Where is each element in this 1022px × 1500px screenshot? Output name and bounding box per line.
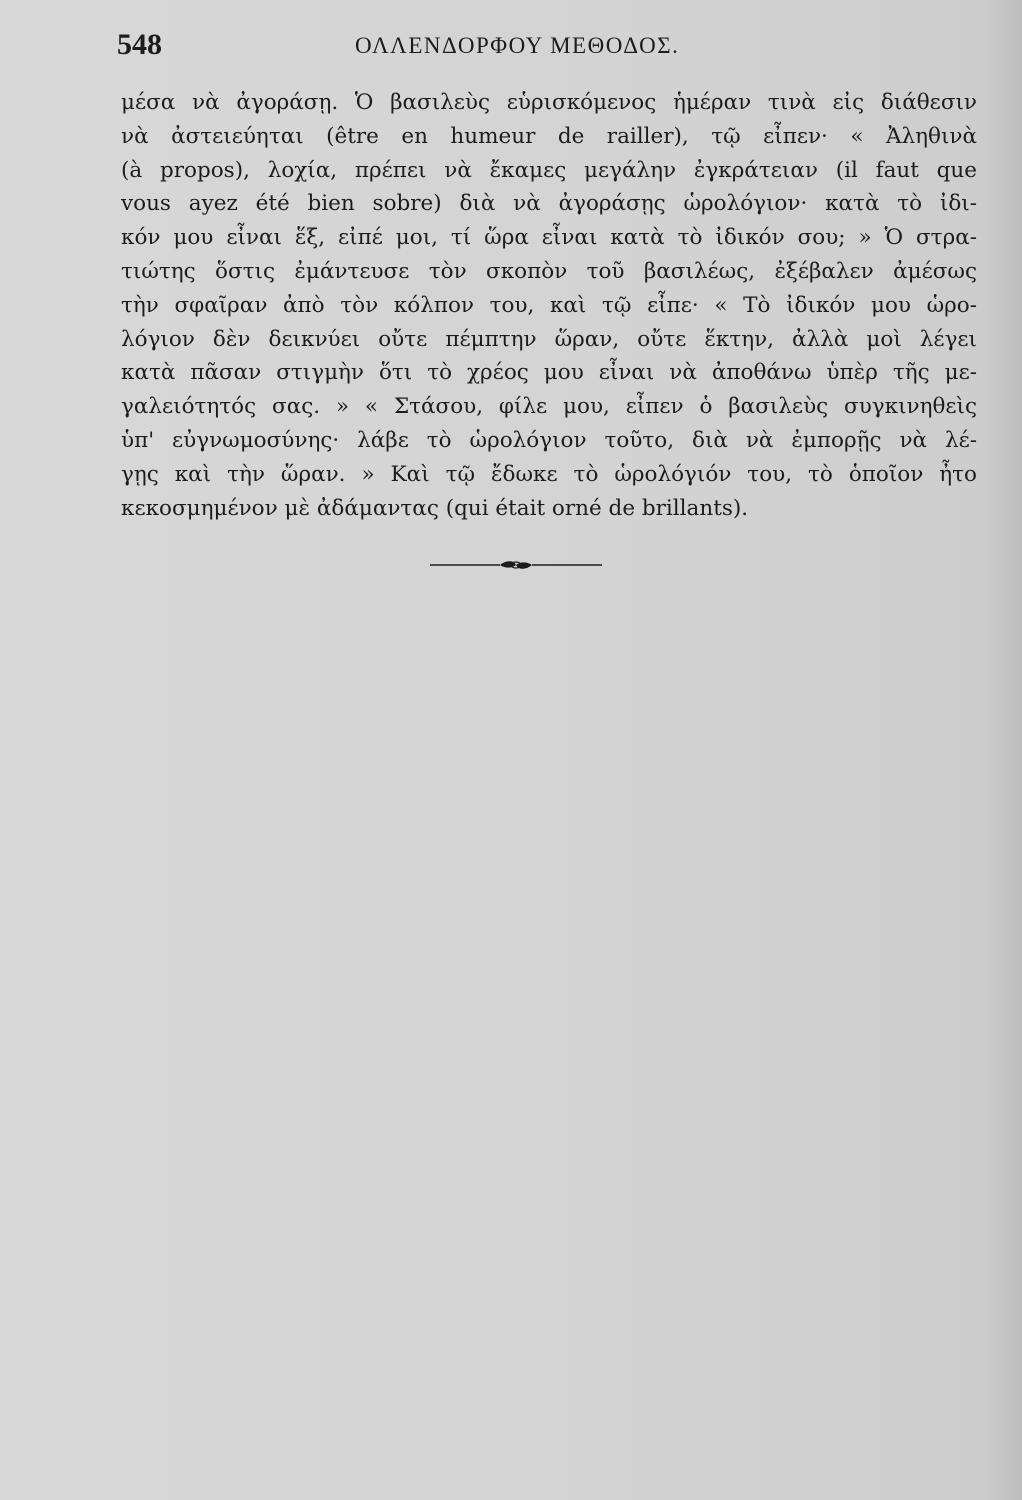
section-end-flourish-icon xyxy=(430,555,602,575)
text-line: γαλειότητός σας. » « Στάσου, φίλε μου, εἶπεν ὁ βασιλεὺς συγκινηθεὶς xyxy=(121,394,977,420)
page-number: 548 xyxy=(117,28,162,61)
text-line: τιώτης ὅστις ἐμάντευσε τὸν σκοπὸν τοῦ βασιλέως, ἐξέβαλεν ἀμέσως xyxy=(121,258,977,284)
body-paragraph xyxy=(121,86,977,525)
text-line: τὴν σφαῖραν ἀπὸ τὸν κόλπον του, καὶ τῷ εἶπε· « Τὸ ἰδικόν μου ὡρο- xyxy=(121,292,977,318)
text-line: κόν μου εἶναι ἕξ, εἰπέ μοι, τί ὥρα εἶναι κατὰ τὸ ἰδικόν σου; » Ὁ στρα- xyxy=(121,225,977,251)
text-line: μέσα νὰ ἀγοράσῃ. Ὁ βασιλεὺς εὑρισκόμενος ἡμέραν τινὰ εἰς διάθεσιν xyxy=(121,90,977,115)
text-line: λόγιον δὲν δεικνύει οὔτε πέμπτην ὥραν, οὔτε ἕκτην, ἀλλὰ μοὶ λέγει xyxy=(121,326,977,352)
text-line: κεκοσμημένον μὲ ἀδάμαντας (qui était orné de brillants). xyxy=(121,495,749,521)
running-title: ΟΛΛΕΝΔΟΡΦΟΥ ΜΕΘΟΔΟΣ. xyxy=(355,33,680,58)
text-line: νὰ ἀστειεύηται (être en humeur de railler), τῷ εἶπεν· « Ἀληθινὰ xyxy=(121,123,977,149)
text-line: κατὰ πᾶσαν στιγμὴν ὅτι τὸ χρέος μου εἶναι νὰ ἀποθάνω ὑπὲρ τῆς με- xyxy=(121,360,977,386)
text-line: γῃς καὶ τὴν ὥραν. » Καὶ τῷ ἔδωκε τὸ ὡρολόγιόν του, τὸ ὁποῖον ἦτο xyxy=(121,461,977,487)
text-line: ὑπ' εὐγνωμοσύνης· λάβε τὸ ὡρολόγιον τοῦτο, διὰ νὰ ἐμπορῇς νὰ λέ- xyxy=(121,427,977,453)
text-line: vous ayez été bien sobre) διὰ νὰ ἀγοράσῃς ὡρολόγιον· κατὰ τὸ ἰδι- xyxy=(121,191,977,217)
text-line: (à propos), λοχία, πρέπει νὰ ἔκαμες μεγάλην ἐγκράτειαν (il faut que xyxy=(121,157,977,183)
